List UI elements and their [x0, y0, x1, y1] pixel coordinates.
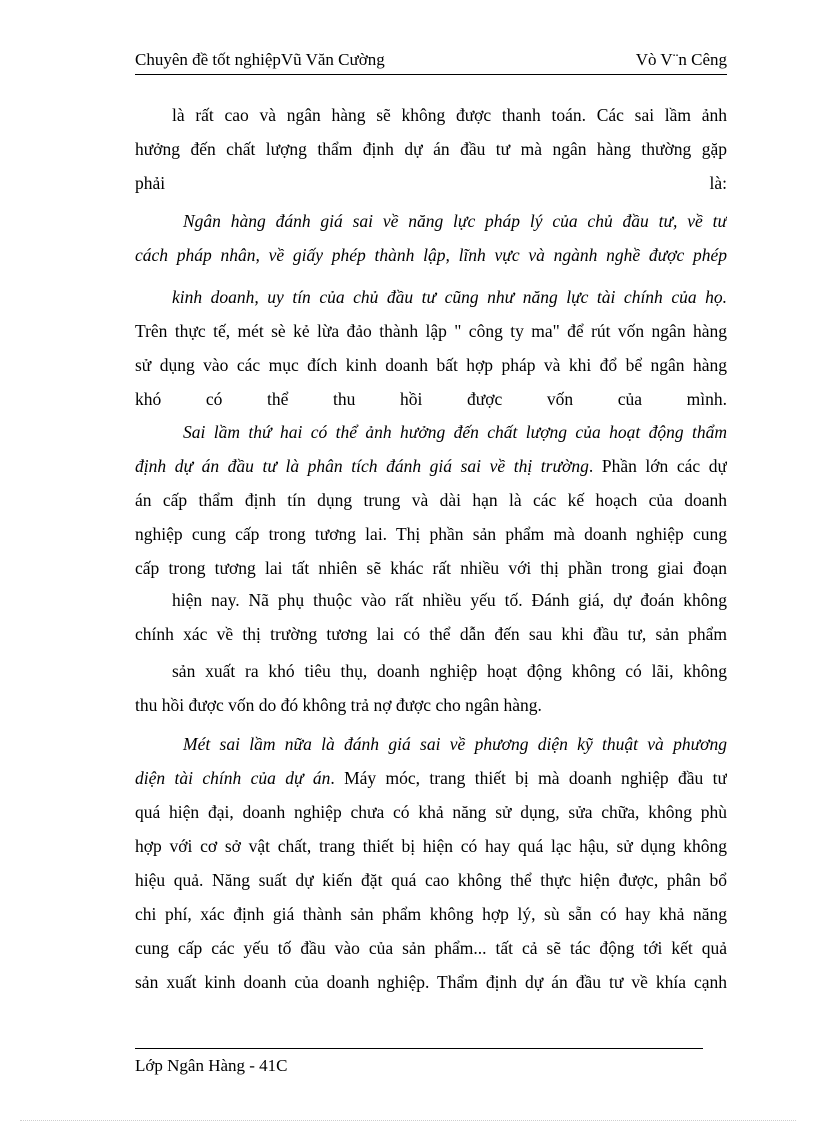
- text-line: Sai lầm thứ hai có thể ảnh hưởng đến chất lượng của hoạt động thẩm: [183, 422, 727, 442]
- text-line: nghiệp cung cấp trong tương lai. Thị phần sản phẩm mà doanh nghiệp cung: [135, 524, 727, 544]
- text-line: thu hồi được vốn do đó không trả nợ được cho ngân hàng.: [135, 695, 542, 715]
- text-run: . Máy móc, trang thiết bị mà doanh nghiệp đầu tư: [330, 768, 727, 788]
- text-line: hiện nay. Nã phụ thuộc vào rất nhiều yếu tố. Đánh giá, dự đoán không: [172, 590, 727, 610]
- text-line: chính xác về thị trường tương lai có thể dẫn đến sau khi đầu tư, sản phẩm: [135, 624, 727, 644]
- text-line: chi phí, xác định giá thành sản phẩm không hợp lý, sù sẵn có hay khả năng: [135, 904, 727, 924]
- page-footer: Lớp Ngân Hàng - 41C: [135, 1056, 288, 1075]
- paragraph-2: [135, 204, 727, 272]
- text-line: khó có thể thu hồi được vốn của mình.: [135, 389, 727, 409]
- paragraph-4: [135, 415, 727, 585]
- text-line: hiệu quả. Năng suất dự kiến đặt quá cao không thể thực hiện được, phân bổ: [135, 870, 727, 890]
- paragraph-7: [135, 727, 727, 999]
- paragraph-1: [135, 98, 727, 200]
- footer-divider: [135, 1048, 703, 1049]
- text-line-end: là:: [709, 173, 727, 193]
- text-line: án cấp thẩm định tín dụng trung và dài hạn là các kế hoạch của doanh: [135, 490, 727, 510]
- italic-run: định dự án đầu tư là phân tích đánh giá sai về thị trường: [135, 456, 589, 476]
- text-line: cấp trong tương lai tất nhiên sẽ khác rất nhiều với thị phần trong giai đoạn: [135, 558, 727, 578]
- page-header: [135, 46, 727, 75]
- page-edge-divider: [20, 1120, 796, 1121]
- header-title: Chuyên đề tốt nghiệpVũ Văn Cường: [135, 50, 385, 69]
- text-line: kinh doanh, uy tín của chủ đầu tư cũng như năng lực tài chính của họ.: [172, 287, 727, 307]
- text-line: [135, 761, 727, 795]
- italic-run: diện tài chính của dự án: [135, 768, 331, 788]
- text-line: [135, 449, 727, 483]
- text-line: sản xuất ra khó tiêu thụ, doanh nghiệp hoạt động không có lãi, không: [172, 661, 727, 681]
- text-line: quá hiện đại, doanh nghiệp chưa có khả năng sử dụng, sửa chữa, không phù: [135, 802, 727, 822]
- text-line: [135, 166, 727, 200]
- text-line: cách pháp nhân, về giấy phép thành lập, lĩnh vực và ngành nghề được phép: [135, 245, 727, 265]
- header-author: Vò V¨n Cêng: [635, 50, 727, 69]
- text-line: cung cấp các yếu tố đầu vào của sản phẩm... tất cả sẽ tác động tới kết quả: [135, 938, 727, 958]
- paragraph-6: [135, 654, 727, 722]
- text-line: Mét sai lầm nữa là đánh giá sai về phương diện kỹ thuật và phương: [183, 734, 727, 754]
- text-line: sản xuất kinh doanh của doanh nghiệp. Thẩm định dự án đầu tư về khía cạnh: [135, 972, 727, 992]
- paragraph-3: [135, 280, 727, 416]
- paragraph-5: [135, 583, 727, 651]
- text-line-start: phải: [135, 173, 166, 193]
- text-line: Ngân hàng đánh giá sai về năng lực pháp lý của chủ đầu tư, về tư: [183, 211, 727, 231]
- text-line: Trên thực tế, mét sè kẻ lừa đảo thành lập " công ty ma" để rút vốn ngân hàng: [135, 321, 727, 341]
- text-line: hưởng đến chất lượng thẩm định dự án đầu tư mà ngân hàng thường gặp: [135, 139, 727, 159]
- text-line: sử dụng vào các mục đích kinh doanh bất hợp pháp và khi đổ bể ngân hàng: [135, 355, 727, 375]
- text-line: là rất cao và ngân hàng sẽ không được thanh toán. Các sai lầm ảnh: [172, 105, 727, 125]
- text-run: . Phần lớn các dự: [588, 456, 727, 476]
- text-line: hợp với cơ sở vật chất, trang thiết bị hiện có hay quá lạc hậu, sử dụng không: [135, 836, 727, 856]
